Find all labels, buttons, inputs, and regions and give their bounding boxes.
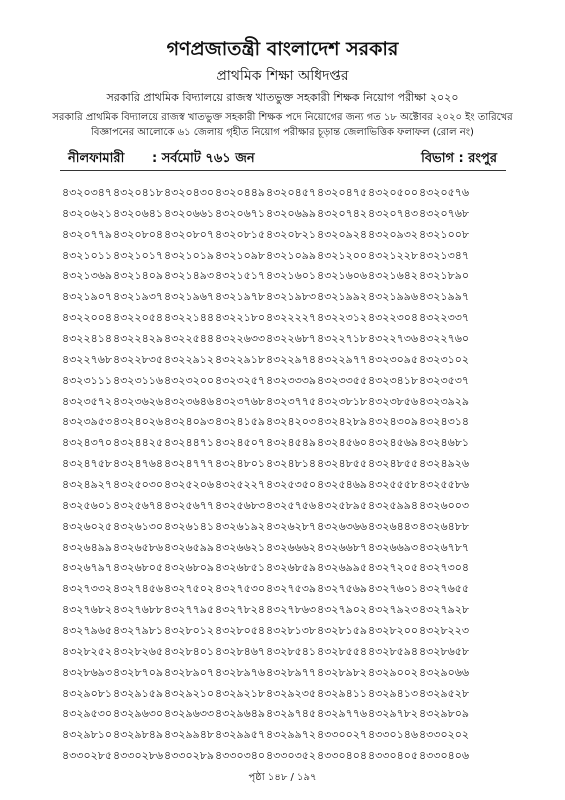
roll-number: ৪৩২২৯৭৪ — [266, 352, 317, 366]
roll-number: ৪৩৩০৩৫২ — [266, 749, 317, 763]
roll-number: ৪৩২২৮৩৫ — [113, 352, 164, 366]
roll-number: ৪৩২৬১৩০ — [113, 519, 164, 533]
roll-number: ৪৩২১০১৯ — [164, 248, 215, 262]
roll-number: ৪৩২২৫৪৪ — [164, 332, 215, 346]
roll-number: ৪৩২৯২১০ — [164, 686, 215, 700]
table-row — [62, 434, 521, 455]
roll-number: ৪৩২৩১১৬ — [113, 373, 164, 387]
roll-number: ৪৩২৪০৯৩ — [164, 415, 215, 429]
roll-number: ৪৩২৬৮০৫ — [113, 561, 164, 575]
roll-number: ৪৩২৯৮৪৯ — [113, 728, 163, 742]
roll-number: ৪৩২৩৬২৬ — [113, 394, 164, 408]
roll-number: ৪৩২৬২৮৭ — [266, 519, 317, 533]
roll-number: ৪৩২৩২৫৭ — [215, 373, 266, 387]
roll-number: ৪৩২৯৭৮২ — [368, 707, 419, 721]
roll-number: ৪৩৩০৪০৪ — [317, 749, 368, 763]
roll-number: ৪৩২৮২৬৫ — [113, 644, 164, 658]
table-row — [62, 539, 521, 560]
roll-number: ৪৩২৪৫০৭ — [215, 436, 266, 450]
roll-number: ৪৩২৫৬৭৭ — [164, 498, 215, 512]
roll-number: ৪৩২৬৪৯৯ — [62, 540, 113, 554]
roll-number: ৪৩২০৫৭৬ — [419, 186, 470, 199]
roll-number: ৪৩২৩৯২৯ — [419, 394, 470, 408]
roll-number: ৪৩২৬১৯২ — [215, 519, 266, 533]
roll-number: ৪৩২৪৭৭৭ — [164, 457, 215, 471]
roll-number: ৪৩২৪৮১৪ — [266, 457, 316, 471]
roll-number: ৪৩২৯০৮১ — [62, 686, 113, 700]
roll-number: ৪৩২১৯৬৭ — [164, 290, 215, 304]
roll-number: ৪৩২২৬৩৩ — [215, 332, 266, 346]
district-name: নীলফামারী — [68, 151, 125, 166]
roll-number: ৪৩২৬৭৮৭ — [419, 540, 470, 554]
roll-number: ৪৩২৬৬৬২ — [266, 540, 317, 554]
roll-number: ৪৩২০৭৭৯ — [62, 227, 113, 241]
roll-number: ৪৩২৬৫৮৬ — [113, 540, 164, 554]
roll-number: ৪৩২৭৬০১ — [368, 582, 419, 596]
roll-number: ৪৩২৪৯২৭ — [62, 478, 113, 492]
roll-number: ৪৩২৫৬০১ — [62, 498, 113, 512]
roll-number: ৪৩২১৯৯২ — [317, 290, 368, 304]
roll-number: ৪৩২৪৩০৯ — [368, 415, 419, 429]
roll-number: ৪৩২৪৩১৪ — [419, 415, 470, 429]
roll-number: ৪৩২০৪৪৯ — [215, 186, 266, 199]
roll-number: ৪৩২০৮০৭ — [164, 227, 215, 241]
roll-number: ৪৩২১০১১ — [62, 248, 113, 262]
roll-number: ৪৩২৬৪৪৩ — [368, 519, 419, 533]
roll-number: ৪৩২৪০২৬ — [113, 415, 164, 429]
roll-number: ৪৩২০৭৪৩ — [368, 206, 419, 220]
roll-number: ৪৩২০৭৪২ — [317, 206, 368, 220]
roll-number: ৪৩২৬৬২১ — [215, 540, 266, 554]
roll-number: ৪৩২০৫০০ — [368, 186, 419, 199]
roll-number: ৪৩২২৪২৯ — [113, 332, 164, 346]
roll-number: ৪৩২৯৮১০ — [62, 728, 113, 742]
roll-number: ৪৩৩০২৮৫ — [62, 749, 113, 763]
table-row — [62, 309, 521, 330]
roll-number: ৪৩২৬৬৯৩ — [368, 540, 419, 554]
roll-number: ৪৩২২৭১৮ — [317, 332, 368, 346]
roll-number: ৪৩২৪৫৪৯ — [266, 436, 316, 450]
roll-number: ৪৩২৮৫৯৪ — [368, 644, 418, 658]
roll-number: ৪৩২৭৬৮২ — [62, 603, 113, 617]
table-row — [62, 372, 521, 393]
roll-number: ৪৩২৮৪০১ — [164, 644, 215, 658]
roll-number: ৪৩২৬৫৯৯ — [164, 540, 215, 554]
roll-number: ৪৩২৬৪৮৮ — [419, 519, 470, 533]
roll-number: ৪৩২০৪৩০ — [164, 186, 215, 199]
roll-number: ৪৩২৬৮৫১ — [215, 561, 266, 575]
roll-number: ৪৩২২৩০৪ — [368, 311, 419, 325]
roll-number: ৪৩২১৯৯৭ — [419, 290, 470, 304]
roll-number: ৪৩২৪৬৮১ — [419, 436, 470, 450]
roll-number: ৪৩২১৩৪৭ — [419, 248, 470, 262]
roll-number: ৪৩২১৬০৬ — [317, 269, 368, 283]
roll-number: ৪৩২৪৩৭০ — [62, 436, 113, 450]
roll-number: ৪৩২০৯২৪ — [317, 227, 368, 241]
table-row — [62, 330, 521, 351]
roll-number: ৪৩২০৩৪৭ — [62, 186, 113, 199]
roll-number: ৪৩২২৩৩৭ — [419, 311, 470, 325]
roll-number: ৪৩২১৯০৭ — [62, 290, 113, 304]
roll-number: ৪৩২৫৫৮৬ — [419, 478, 470, 492]
roll-number: ৪৩২০৮১৫ — [215, 227, 266, 241]
table-row — [62, 288, 521, 309]
roll-number: ৪৩২৭৯০২ — [317, 603, 368, 617]
table-row — [62, 351, 521, 372]
roll-number: ৪৩২২৯৭৭ — [317, 352, 368, 366]
roll-number: ৪৩২৭৬৮৮ — [113, 603, 164, 617]
roll-number: ৪৩৩০১৪৬ — [368, 728, 419, 742]
roll-number: ৪৩৩০২০২ — [419, 728, 470, 742]
roll-number: ৪৩২৩৩৩৯ — [266, 373, 317, 387]
roll-number: ৪৩২৩৯৫৩ — [62, 415, 113, 429]
roll-number-grid — [62, 184, 521, 768]
roll-number: ৪৩২৯৮০৯ — [419, 707, 470, 721]
roll-number: ৪৩২৪৫৬০ — [317, 436, 368, 450]
table-row — [62, 455, 521, 476]
roll-number: ৪৩২৫২২৭ — [215, 478, 266, 492]
roll-number: ৪৩২৫৮৯৫ — [317, 498, 367, 512]
roll-number: ৪৩২৮১৫৯ — [317, 624, 367, 638]
roll-number: ৪৩২৭৮৬৩ — [266, 603, 317, 617]
roll-number: ৪৩৩০২৮৬ — [113, 749, 164, 763]
roll-number: ৪৩২৮২৫২ — [62, 644, 113, 658]
roll-number: ৪৩২৭৯৬৫ — [62, 624, 113, 638]
roll-number: ৪৩২৩৮১৮ — [317, 394, 368, 408]
roll-number: ৪৩২৩১০২ — [419, 352, 470, 366]
roll-number: ৪৩২৩৭৭৫ — [266, 394, 317, 408]
roll-number: ৪৩২০৬৬১ — [164, 206, 215, 220]
roll-number: ৪৩২৩৮৫৬ — [368, 394, 419, 408]
roll-number: ৪৩২১২২৮ — [368, 248, 419, 262]
roll-number: ৪৩২৮২০০ — [368, 624, 419, 638]
result-notice: সরকারি প্রাথমিক বিদ্যালয়ে রাজস্ব খাতভুক্ত সহকারী শিক্ষক পদে নিয়োগের জন্য গত ১৮ অক্টোবর ২০২০ ইং তারিখের বিজ্ঞাপনের আলোকে ৬১ জেলায় গৃহীত নিয়োগ পরীক্ষার চূড়ান্ত জেলাভিত্তিক ফলাফল (রোল নং) — [52, 112, 513, 138]
roll-number: ৪৩২৩৭৬৮ — [215, 394, 266, 408]
roll-number: ৪৩২৯২৩৫ — [266, 686, 317, 700]
roll-number: ৪৩২১০০৮ — [419, 227, 470, 241]
table-row — [62, 393, 521, 414]
roll-number: ৪৩২২০০৪ — [62, 311, 113, 325]
roll-number: ৪৩২৭২০৫ — [368, 561, 419, 575]
roll-number: ৪৩২৩৬৪৬ — [164, 394, 215, 408]
roll-number: ৪৩২০৪৫৭ — [266, 186, 317, 199]
roll-number: ৪৩২০৬২১ — [62, 206, 113, 220]
roll-number: ৪৩২৬৬৮৭ — [317, 540, 368, 554]
roll-number: ৪৩২৮৯৮২ — [317, 665, 368, 679]
department-name: প্রাথমিক শিক্ষা অধিদপ্তর — [216, 68, 349, 84]
roll-number: ৪৩৩০২৮৯ — [164, 749, 215, 763]
roll-number: ৪৩২৩৪১৮ — [368, 373, 419, 387]
roll-number: ৪৩২২৭৬৮ — [62, 352, 113, 366]
roll-number: ৪৩২৪৪২৫ — [113, 436, 164, 450]
roll-number: ৪৩২২১৪৪ — [164, 311, 215, 325]
roll-number: ৪৩২৯৪১৩ — [368, 686, 419, 700]
roll-number: ৪৩২১০১৭ — [113, 248, 164, 262]
roll-number: ৪৩২৩৫৭২ — [62, 394, 113, 408]
roll-number: ৪৩২১৫১৭ — [215, 269, 266, 283]
roll-number: ৪৩২৪৭৬৪ — [113, 457, 164, 471]
roll-number: ৪৩২৫৪৬৯ — [317, 478, 368, 492]
roll-number: ৪৩২৮৬৫৮ — [419, 644, 470, 658]
table-row — [62, 413, 521, 434]
roll-number: ৪৩২০৯৩২ — [368, 227, 419, 241]
roll-number: ৪৩২৮৬৯৩ — [62, 665, 113, 679]
roll-number: ৪৩২০৮২১ — [266, 227, 317, 241]
roll-number: ৪৩২৮৭০৯ — [113, 665, 164, 679]
roll-number: ৪৩২০৪৭৫ — [317, 186, 368, 199]
table-row — [62, 601, 521, 622]
roll-number: ৪৩২৮৯০৭ — [164, 665, 215, 679]
roll-number: ৪৩২৬০০৩ — [419, 498, 470, 512]
roll-number: ৪৩২৬৮৫৯ — [266, 561, 317, 575]
table-row — [62, 267, 521, 288]
roll-number: ৪৩২৩২০০ — [164, 373, 215, 387]
roll-number: ৪৩২৭৫৩০ — [215, 582, 266, 596]
division-name: বিভাগ : রংপুর — [421, 151, 497, 166]
roll-number: ৪৩২১৮৯০ — [419, 269, 470, 283]
table-row — [62, 747, 521, 768]
roll-number: ৪৩২১৬৪২ — [368, 269, 419, 283]
roll-number: ৪৩২৭৪৫৬ — [113, 582, 164, 596]
roll-number: ৪৩২২০৫৪ — [113, 311, 164, 325]
roll-number: ৪৩২০৪১৮ — [113, 186, 164, 199]
roll-number: ৪৩২৭৯৮১ — [113, 624, 164, 638]
roll-number: ৪৩২২৪১৪ — [62, 332, 113, 346]
roll-number: ৪৩২৯৪১১ — [317, 686, 367, 700]
roll-number: ৪৩২৩৩৫৫ — [317, 373, 368, 387]
roll-number: ৪৩২৫৬৮৩ — [215, 498, 266, 512]
roll-number: ৪৩২৮৯৭৬ — [215, 665, 266, 679]
roll-number: ৪৩২৯৬৩৩ — [164, 707, 215, 721]
roll-number: ৪৩২০৬৯৯ — [266, 206, 317, 220]
roll-number: ৪৩২৬৮০৯ — [164, 561, 215, 575]
roll-number: ৪৩২৮৯৭৭ — [266, 665, 317, 679]
roll-number: ৪৩২৮০৫৪ — [215, 624, 266, 638]
roll-number: ৪৩২২১৮০ — [215, 311, 266, 325]
roll-number: ৪৩২৭৫০২ — [164, 582, 215, 596]
roll-number: ৪৩২৪৮৫৫ — [368, 457, 418, 471]
roll-number: ৪৩২৯২১৮ — [215, 686, 266, 700]
roll-number: ৪৩২৯৭৪৫ — [266, 707, 317, 721]
roll-number: ৪৩২১৯৩৭ — [113, 290, 164, 304]
roll-number: ৪৩২২৬৮৭ — [266, 332, 317, 346]
table-row — [62, 664, 521, 685]
roll-number: ৪৩২৯১৫৯ — [113, 686, 163, 700]
roll-number: ৪৩২২২২৭ — [266, 311, 317, 325]
table-row — [62, 685, 521, 706]
roll-number: ৪৩২৭৩৩২ — [62, 582, 113, 596]
roll-number: ৪৩২১০৯৯ — [266, 248, 317, 262]
roll-number: ৪৩২৯৫৩০ — [62, 707, 113, 721]
table-row — [62, 559, 521, 580]
roll-number: ৪৩২৪৪৭১ — [164, 436, 215, 450]
roll-number: ৪৩২১৪০৯ — [113, 269, 164, 283]
roll-number: ৪৩২১৯৮৩ — [266, 290, 317, 304]
roll-number: ৪৩২৬৯৯৫ — [317, 561, 368, 575]
roll-number: ৪৩২৫৬৭৪ — [113, 498, 164, 512]
roll-number: ৪৩২০৭৬৮ — [419, 206, 470, 220]
roll-number: ৪৩২২৭৬০ — [419, 332, 470, 346]
roll-number: ৪৩৩০৪০৬ — [419, 749, 470, 763]
roll-number: ৪৩২৯৫২৮ — [419, 686, 470, 700]
roll-number: ৪৩২২৩১২ — [317, 311, 368, 325]
roll-number: ৪৩২৪২৮৯ — [317, 415, 368, 429]
roll-number: ৪৩২৩৫৩৭ — [419, 373, 470, 387]
roll-number: ৪৩২৪৮৫৫ — [317, 457, 367, 471]
roll-number: ৪৩২১৯৭৮ — [215, 290, 266, 304]
roll-number: ৪৩২৪২০৩ — [266, 415, 317, 429]
roll-number: ৪৩২১৪৯৩ — [164, 269, 215, 283]
roll-number: ৪৩২৫২০৬ — [164, 478, 215, 492]
roll-number: ৪৩২৩০৯৫ — [368, 352, 419, 366]
roll-number: ৪৩২৯৬৪৯ — [215, 707, 266, 721]
roll-number: ৪৩২৯৭৭৬ — [317, 707, 368, 721]
roll-number: ৪৩২৭৯২৩ — [368, 603, 419, 617]
roll-number: ৪৩২৪৭৫৮ — [62, 457, 113, 471]
roll-number: ৪৩২৮৫৪১ — [266, 644, 316, 658]
roll-number: ৪৩২৯৯৪৮ — [164, 728, 214, 742]
exam-title: সরকারি প্রাথমিক বিদ্যালয়ে রাজস্ব খাতভুক্ত সহকারী শিক্ষক নিয়োগ পরীক্ষা ২০২০ — [106, 91, 459, 104]
roll-number: ৪৩২২৯১২ — [164, 352, 215, 366]
roll-number: ৪৩২৭৫৬৯ — [317, 582, 368, 596]
table-row — [62, 622, 521, 643]
roll-number: ৪৩২২৭৩৬ — [368, 332, 419, 346]
table-row — [62, 705, 521, 726]
table-row — [62, 184, 521, 205]
roll-number: ৪৩২৮০১২ — [164, 624, 215, 638]
roll-number: ৪৩২৯০০২ — [368, 665, 419, 679]
roll-number: ৪৩২৯৬৩০ — [113, 707, 164, 721]
roll-number: ৪৩২১০৯৮ — [215, 248, 266, 262]
roll-number: ৪৩২৪৮০১ — [215, 457, 266, 471]
roll-number: ৪৩২৫৩৫০ — [266, 478, 317, 492]
roll-number: ৪৩২৯০৬৬ — [419, 665, 470, 679]
total-count: : সর্বমোট ৭৬১ জন — [152, 151, 255, 166]
header-divider — [60, 170, 506, 171]
roll-number: ৪৩২৭৭৯৫ — [164, 603, 215, 617]
roll-number: ৪৩২১৬০১ — [266, 269, 317, 283]
roll-number: ৪৩২৪৯২৬ — [419, 457, 470, 471]
roll-number: ৪৩২৯৯৫৭ — [215, 728, 266, 742]
roll-number: ৪৩২৬১৪১ — [164, 519, 215, 533]
table-row — [62, 226, 521, 247]
roll-number: ৪৩২৬৩৬৬ — [317, 519, 368, 533]
roll-number: ৪৩২৭৬৫৫ — [419, 582, 470, 596]
roll-number: ৪৩২৫৯৯৪ — [368, 498, 418, 512]
table-row — [62, 726, 521, 747]
roll-number: ৪৩২৭৮২৪ — [215, 603, 266, 617]
roll-number: ৪৩২৮১৩৮ — [266, 624, 317, 638]
roll-number: ৪৩২৫৭৫৬ — [266, 498, 317, 512]
page-number: পৃষ্ঠা ১৪৮ / ১৯৭ — [248, 772, 317, 783]
table-row — [62, 518, 521, 539]
roll-number: ৪৩৩০৪০৫ — [368, 749, 419, 763]
roll-number: ৪৩২৯৯৭২ — [266, 728, 317, 742]
roll-number: ৪৩৩০৩৪০ — [215, 749, 266, 763]
table-row — [62, 580, 521, 601]
table-row — [62, 205, 521, 226]
roll-number: ৪৩২১৯৯৬ — [368, 290, 419, 304]
roll-number: ৪৩২১৩৬৯ — [62, 269, 113, 283]
table-row — [62, 497, 521, 518]
roll-number: ৪৩২৪১৫৯ — [215, 415, 265, 429]
roll-number: ৪৩২৬৭৯৭ — [62, 561, 113, 575]
roll-number: ৪৩২০৬৭১ — [215, 206, 266, 220]
page-title: গণপ্রজাতন্ত্রী বাংলাদেশ সরকার — [166, 38, 399, 60]
roll-number: ৪৩২৮৫৫৪ — [317, 644, 367, 658]
roll-number: ৪৩৩০০২৭ — [317, 728, 368, 742]
table-row — [62, 247, 521, 268]
roll-number: ৪৩২৫৫৫৮ — [368, 478, 418, 492]
roll-number: ৪৩২০৬৪১ — [113, 206, 164, 220]
roll-number: ৪৩২২৯১৮ — [215, 352, 266, 366]
roll-number: ৪৩২৭৫৩৯ — [266, 582, 317, 596]
table-row — [62, 476, 521, 497]
roll-number: ৪৩২০৮০৪ — [113, 227, 164, 241]
roll-number: ৪৩২৩১১১ — [62, 373, 113, 387]
roll-number: ৪৩২৪৫৬৯ — [368, 436, 419, 450]
roll-number: ৪৩২৭৯২৮ — [419, 603, 470, 617]
roll-number: ৪৩২৮৪৬৭ — [215, 644, 266, 658]
roll-number: ৪৩২১২০০ — [317, 248, 368, 262]
roll-number: ৪৩২৬০২৫ — [62, 519, 113, 533]
roll-number: ৪৩২৫০৩০ — [113, 478, 164, 492]
roll-number: ৪৩২৮২২৩ — [419, 624, 470, 638]
roll-number: ৪৩২৭৩০৪ — [419, 561, 470, 575]
table-row — [62, 643, 521, 664]
